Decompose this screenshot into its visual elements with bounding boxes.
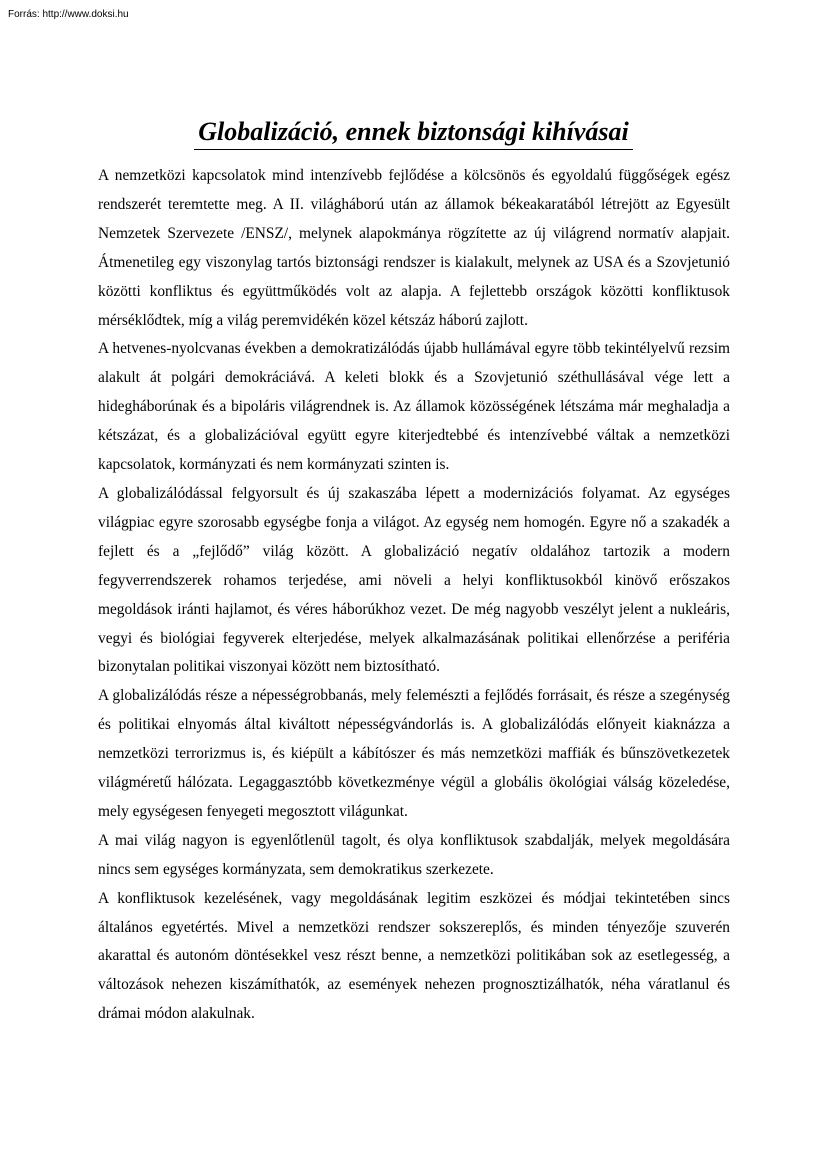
paragraph: A globalizálódással felgyorsult és új szakaszába lépett a modernizációs folyamat. Az egységes világpiac egyre szorosabb egységbe fonja a világot. Az egység nem homogén. Egyre nő a szakadék a fejlett és a „fejlődő” világ között. A globalizáció negatív oldalához tartozik a modern fegyverrendszerek rohamos terjedése, ami növeli a helyi konfliktusokból kinövő erőszakos megoldások iránti hajlamot, és véres háborúkhoz vezet. De még nagyobb veszélyt jelent a nukleáris, vegyi és biológiai fegyverek elterjedése, melyek alkalmazásának politikai ellenőrzése a periféria bizonytalan politikai viszonyai között nem biztosítható. (98, 484, 730, 676)
paragraph: A globalizálódás része a népességrobbanás, mely felemészti a fejlődés forrásait, és része a szegénység és politikai elnyomás által kiváltott népességvándorlás is. A globalizálódás előnyeit kiaknázza a nemzetközi terrorizmus is, és kiépült a kábítószer és más nemzetközi maffiák és bűnszövetkezetek világméretű hálózata. Legaggasztóbb következménye végül a globális ökológiai válság közeledése, mely egységesen fenyegeti megosztott világunkat. (98, 687, 730, 820)
paragraph: A konfliktusok kezelésének, vagy megoldásának legitim eszközei és módjai tekintetében sincs általános egyetértés. Mivel a nemzetközi rendszer sokszereplős, és minden tényezője szuverén akarattal és autonóm döntésekkel vesz részt benne, a nemzetközi politikában sok az esetlegesség, a változások nehezen kiszámíthatók, az események nehezen prognosztizálhatók, néha váratlanul és drámai módon alakulnak. (98, 889, 730, 1023)
paragraph: A hetvenes-nyolcvanas években a demokratizálódás újabb hullámával egyre több tekintélyelvű rezsim alakult át polgári demokráciává. A keleti blokk és a Szovjetunió széthullásával vége lett a hidegháborúnak és a bipoláris világrendnek is. Az államok közösségének létszáma már meghaladja a kétszázat, és a globalizációval együtt egyre kiterjedtebbé és intenzívebbé váltak a nemzetközi kapcsolatok, kormányzati és nem kormányzati szinten is. (98, 340, 730, 474)
source-attribution: Forrás: http://www.doksi.hu (8, 9, 129, 20)
paragraph: A mai világ nagyon is egyenlőtlenül tagolt, és olya konfliktusok szabdalják, melyek megoldására nincs sem egységes kormányzata, sem demokratikus szerkezete. (98, 831, 730, 878)
document-body (98, 162, 730, 1029)
document-title: Globalizáció, ennek biztonsági kihívásai (194, 115, 633, 150)
paragraph: A nemzetközi kapcsolatok mind intenzívebb fejlődése a kölcsönös és egyoldalú függőségek egész rendszerét teremtette meg. A II. világháború után az államok békeakaratából létrejött az Egyesült Nemzetek Szervezete /ENSZ/, melynek alapokmánya rögzítette az új világrend normatív alapjait. Átmenetileg egy viszonylag tartós biztonsági rendszer is kialakult, melynek az USA és a Szovjetunió közötti konfliktus és együttműködés volt az alapja. A fejlettebb országok közötti konfliktusok mérséklődtek, míg a világ peremvidékén közel kétszáz háború zajlott. (98, 167, 730, 329)
title-container (0, 98, 827, 168)
